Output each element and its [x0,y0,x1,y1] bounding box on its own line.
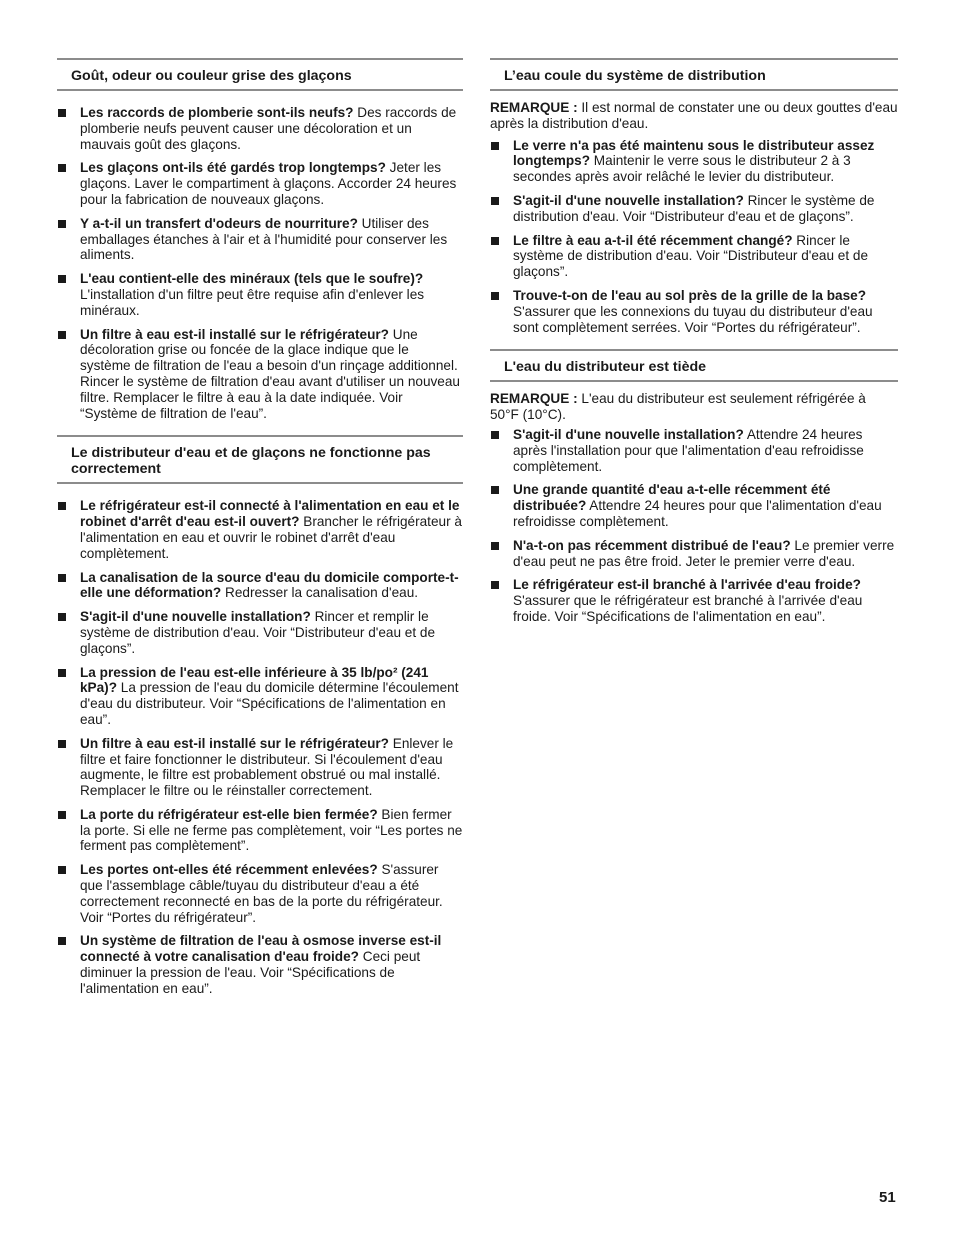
square-bullet-icon [58,669,66,677]
list-item: Le réfrigérateur est-il branché à l'arrivée d'eau froide? S'assurer que le réfrigérateur est branché à l'arrivée d'eau froide. Voir “Spécifications de l'alimentation en eau”. [490,577,898,624]
square-bullet-icon [58,275,66,283]
square-bullet-icon [491,292,499,300]
remark-water-warm: REMARQUE : L'eau du distributeur est seulement réfrigérée à 50°F (10°C). [490,391,866,423]
list-item: Y a-t-il un transfert d'odeurs de nourriture? Utiliser des emballages étanches à l'air et à l'humidité pour conserver les aliments. [57,216,463,263]
square-bullet-icon [58,331,66,339]
list-item: Un filtre à eau est-il installé sur le réfrigérateur? Une décoloration grise ou foncée de la glace indique que le système de filtration de l'eau a besoin d'un rinçage additionnel. Rincer le système de filtration d'eau avant d'utiliser un nouveau filtre. Remplacer le filtre à eau à la date indiquée. Voir “Système de filtration de l'eau”. [57,327,463,422]
square-bullet-icon [491,431,499,439]
list-item: Les glaçons ont-ils été gardés trop longtemps? Jeter les glaçons. Laver le compartiment à glaçons. Accorder 24 heures pour la fabrication de nouveaux glaçons. [57,160,463,207]
right-column [490,58,898,625]
square-bullet-icon [58,866,66,874]
square-bullet-icon [58,109,66,117]
square-bullet-icon [58,502,66,510]
list-item: S'agit-il d'une nouvelle installation? Rincer le système de distribution d'eau. Voir “Distributeur d'eau et de glaçons”. [490,193,898,225]
square-bullet-icon [58,220,66,228]
list-item: La porte du réfrigérateur est-elle bien fermée? Bien fermer la porte. Si elle ne ferme pas complètement, voir “Les portes ne ferment pas complètement”. [57,807,463,854]
list-item: Un filtre à eau est-il installé sur le réfrigérateur? Enlever le filtre et faire fonctionner le distributeur. Si l'écoulement d'eau augmente, le filtre est probablement obstrué ou mal installé. Remplacer le filtre ou le réinstaller correctement. [57,736,463,799]
ice-taste-list [57,105,463,421]
list-item: S'agit-il d'une nouvelle installation? Attendre 24 heures après l'installation pour que l'alimentation d'eau refroidisse complètement. [490,427,898,474]
list-item: La pression de l'eau est-elle inférieure à 35 lb/po² (241 kPa)? La pression de l'eau du domicile détermine l'écoulement d'eau du distributeur. Voir “Spécifications de l'alimentation en eau”. [57,665,463,728]
list-item: Les raccords de plomberie sont-ils neufs? Des raccords de plomberie neufs peuvent causer une décoloration et un mauvais goût des glaçons. [57,105,463,152]
remark-water-leaking: REMARQUE : Il est normal de constater une ou deux gouttes d'eau après la distribution d'eau. [490,100,898,131]
list-item: Le réfrigérateur est-il connecté à l'alimentation en eau et le robinet d'arrêt d'eau est-il ouvert? Brancher le réfrigérateur à l'alimentation en eau et ouvrir le robinet d'arrêt d'eau complètement. [57,498,463,561]
list-item: Le verre n'a pas été maintenu sous le distributeur assez longtemps? Maintenir le verre sous le distributeur 2 à 3 secondes après avoir relâché le levier du distributeur. [490,138,898,185]
square-bullet-icon [491,486,499,494]
square-bullet-icon [58,613,66,621]
list-item: La canalisation de la source d'eau du domicile comporte-t-elle une déformation? Redresser la canalisation d'eau. [57,570,463,602]
list-item: Un système de filtration de l'eau à osmose inverse est-il connecté à votre canalisation d'eau froide? Ceci peut diminuer la pression de l'eau. Voir “Spécifications de l'alimentation en eau”. [57,933,463,996]
square-bullet-icon [491,237,499,245]
list-item: S'agit-il d'une nouvelle installation? Rincer et remplir le système de distribution d'eau. Voir “Distributeur d'eau et de glaçons”. [57,609,463,656]
section-heading-water-leaking: L’eau coule du système de distribution [490,58,898,91]
square-bullet-icon [491,142,499,150]
water-warm-list [490,427,898,625]
list-item: N'a-t-on pas récemment distribué de l'eau? Le premier verre d'eau peut ne pas être froid. Jeter le premier verre d'eau. [490,538,898,570]
water-leaking-list [490,138,898,336]
square-bullet-icon [58,937,66,945]
list-item: Les portes ont-elles été récemment enlevées? S'assurer que l'assemblage câble/tuyau du distributeur d'eau a été correctement reconnecté en bas de la porte du réfrigérateur. Voir “Portes du réfrigérateur”. [57,862,463,925]
list-item: Une grande quantité d'eau a-t-elle récemment été distribuée? Attendre 24 heures pour que l'alimentation d'eau refroidisse complètement. [490,482,898,529]
square-bullet-icon [491,542,499,550]
section-heading-water-warm: L'eau du distributeur est tiède [490,349,898,382]
dispenser-not-working-list [57,498,463,996]
section-heading-dispenser-not-working: Le distributeur d'eau et de glaçons ne fonctionne pas correctement [57,435,463,484]
list-item: Le filtre à eau a-t-il été récemment changé? Rincer le système de distribution d'eau. Voir “Distributeur d'eau et de glaçons”. [490,233,898,280]
section-heading-ice-taste: Goût, odeur ou couleur grise des glaçons [57,58,463,91]
square-bullet-icon [58,164,66,172]
left-column [57,58,463,997]
page-number: 51 [879,1189,896,1206]
square-bullet-icon [491,197,499,205]
square-bullet-icon [58,740,66,748]
list-item: Trouve-t-on de l'eau au sol près de la grille de la base? S'assurer que les connexions du tuyau du distributeur d'eau sont complètement serrées. Voir “Portes du réfrigérateur”. [490,288,898,335]
square-bullet-icon [491,581,499,589]
square-bullet-icon [58,811,66,819]
list-item: L'eau contient-elle des minéraux (tels que le soufre)? L'installation d'un filtre peut être requise afin d'enlever les minéraux. [57,271,463,318]
square-bullet-icon [58,574,66,582]
